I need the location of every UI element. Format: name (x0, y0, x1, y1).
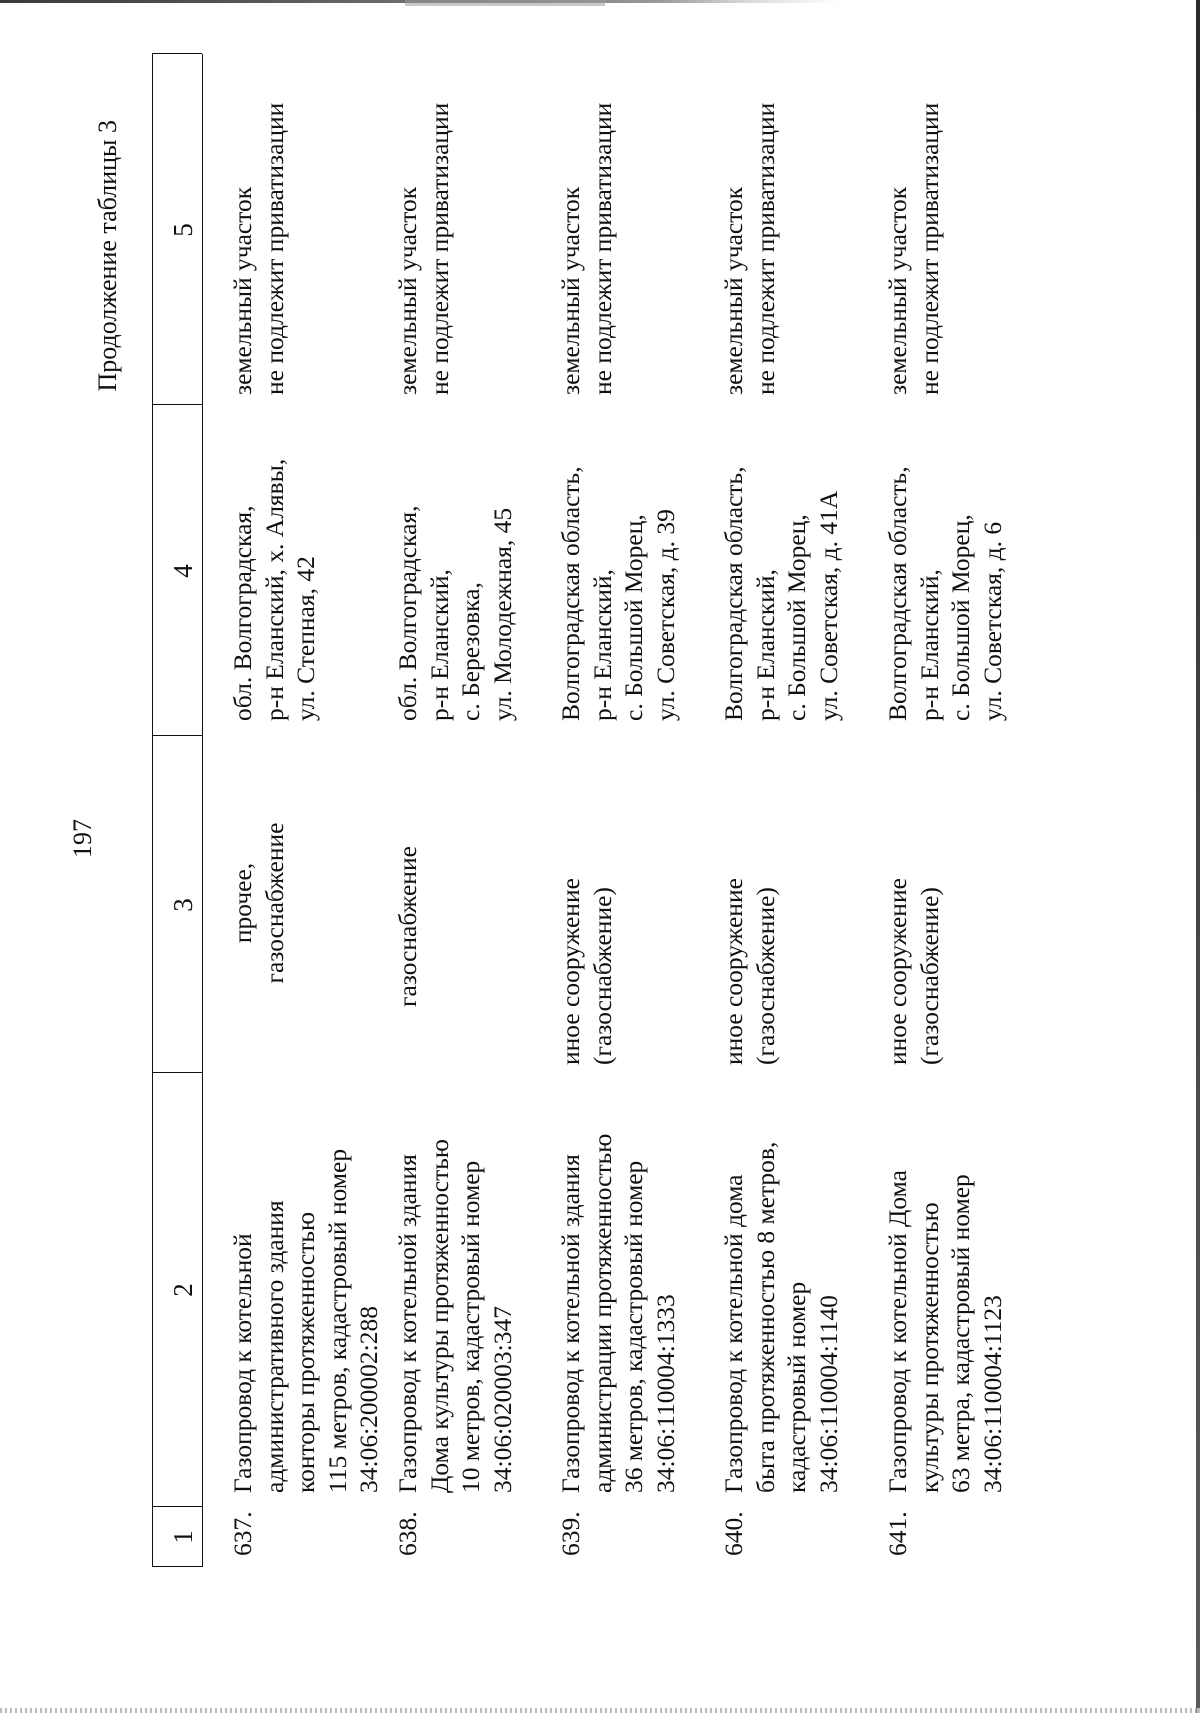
object-address: обл. Волгоградская, р-н Еланский, х. Алявы, ул. Степная, 42 (228, 458, 320, 721)
land-note: земельный участок не подлежит приватизации (883, 102, 944, 395)
object-address: Волгоградская область, р-н Еланский, с. Большой Морец, ул. Советская, д. 6 (883, 466, 1007, 721)
object-type: прочее, газоснабжение (228, 822, 289, 984)
row-number: 637. (228, 1511, 257, 1556)
land-note: земельный участок не подлежит приватизации (228, 102, 289, 395)
land-note: земельный участок не подлежит приватизации (719, 102, 780, 395)
object-type: иное сооружение (газоснабжение) (883, 878, 944, 1065)
table-top-border (152, 54, 153, 1567)
column-divider-2-3 (152, 1072, 202, 1073)
row-number: 639. (556, 1511, 585, 1556)
object-address: Волгоградская область, р-н Еланский, с. Большой Морец, ул. Советская, д. 41А (719, 466, 843, 721)
object-description: Газопровод к котельной здания администрации протяженностью 36 метров, кадастровый номер 34:06:110004:1333 (556, 1133, 680, 1493)
object-description: Газопровод к котельной здания Дома культуры протяженностью 10 метров, кадастровый номер 34:06:020003:347 (393, 1139, 517, 1493)
column-number-4: 4 (168, 564, 198, 578)
object-description: Газопровод к котельной административного здания конторы протяженностью 115 метров, кадастровый номер 34:06:200002:288 (228, 1148, 383, 1493)
object-type: газоснабжение (393, 846, 422, 1007)
object-type: иное сооружение (газоснабжение) (556, 878, 617, 1065)
column-divider-1-2 (152, 1506, 202, 1507)
column-divider-4-5 (152, 404, 202, 405)
column-divider-3-4 (152, 735, 202, 736)
column-number-3: 3 (168, 898, 198, 912)
column-number-5: 5 (168, 223, 198, 237)
column-number-1: 1 (168, 1530, 198, 1544)
object-address: Волгоградская область, р-н Еланский, с. Большой Морец, ул. Советская, д. 39 (556, 466, 680, 721)
row-number: 641. (883, 1511, 912, 1556)
page-number: 197 (68, 819, 97, 858)
object-description: Газопровод к котельной дома быта протяженностью 8 метров, кадастровый номер 34:06:110004:1140 (719, 1141, 843, 1493)
table-header-bottom-border (202, 54, 203, 1567)
column-number-2: 2 (168, 1283, 198, 1297)
object-description: Газопровод к котельной Дома культуры протяженностью 63 метра, кадастровый номер 34:06:110004:1123 (883, 1170, 1007, 1493)
land-note: земельный участок не подлежит приватизации (393, 102, 454, 395)
row-number: 638. (393, 1511, 422, 1556)
table-caption: Продолжение таблицы 3 (93, 120, 122, 392)
table-right-border (152, 53, 202, 54)
land-note: земельный участок не подлежит приватизации (556, 102, 617, 395)
table-left-border (152, 1566, 202, 1567)
object-type: иное сооружение (газоснабжение) (719, 878, 780, 1065)
object-address: обл. Волгоградская, р-н Еланский, с. Березовка, ул. Молодежная, 45 (393, 505, 517, 721)
row-number: 640. (719, 1511, 748, 1556)
